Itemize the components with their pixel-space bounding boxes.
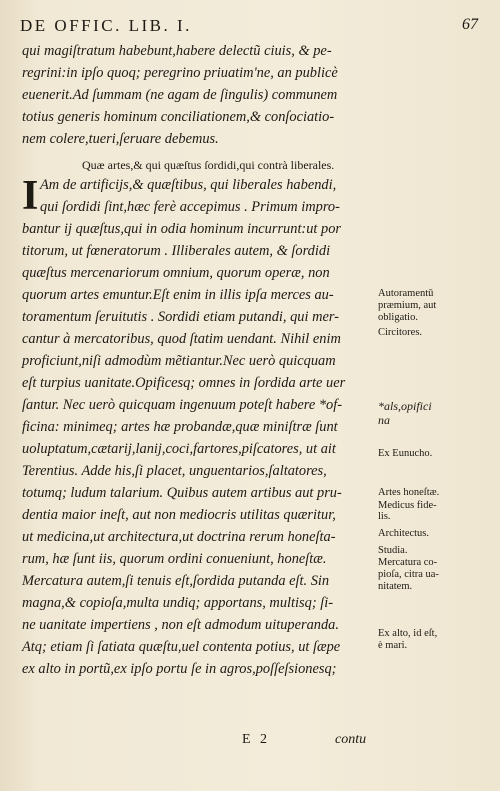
text-line: uoluptatum,cætarij,lanij,coci,fartores,piſcatores, ut ait [22,441,336,457]
text-line: nem colere,tueri,ſeruare debemus. [22,131,219,147]
drop-cap: I [22,173,39,219]
text-line: toramentum ſeruitutis . Sordidi etiam putandi, qui mer- [22,309,339,325]
text-line: euenerit.Ad ſummam (ne agam de ſingulis) communem [22,87,338,103]
margin-note: Studia. [378,545,408,556]
text-line: magna,& copioſa,multa undiq; apportans, multisq; ſi- [22,595,333,611]
text-line: ſantur. Nec uerò quicquam ingenuum poteſt habere *of- [22,397,343,413]
text-line: bantur ij quæſtus,qui in odia hominum incurrunt:ut por [22,221,342,237]
text-line: totius generis hominum conciliationem,& conſociatio- [22,109,335,125]
page-number: 67 [462,16,478,33]
margin-notes [378,0,496,791]
margin-note: lis. [378,511,391,522]
text-line: quæſtus mercenariorum omnium, quorum operæ, non [22,265,330,281]
text-line: Mercatura autem,ſi tenuis eſt,ſordida putanda eſt. Sin [22,573,330,589]
margin-note: *als,opifici [378,399,432,413]
running-title: DE OFFIC. LIB. I. [20,16,192,35]
margin-note: Medicus fide- [378,500,437,511]
margin-note: è mari. [378,640,408,651]
margin-note: Artes honeſtæ. [378,487,440,498]
text-line: qui magiſtratum habebunt,habere delectũ ciuis, & pe- [22,43,332,59]
text-line: qui ſordidi ſint,hæc ferè accepimus . Primum impro- [40,199,340,215]
margin-note: Autoramentū [378,288,434,299]
margin-note: Circitores. [378,327,423,338]
text-line: dentia maior ineſt, aut non mediocris utilitas quæritur, [22,507,336,523]
text-line: cantur à mercatoribus, quod ſtatim uendant. Nihil enim [22,331,341,347]
text-line: totumq; ludum talarium. Quibus autem artibus aut pru- [22,485,342,501]
text-line: Terentius. Adde his,ſi placet, unguentarios,ſaltatores, [22,463,327,479]
text-line: ficina: minimeq; artes hæ probandæ,quæ miniſtræ ſunt [22,419,338,435]
catchword: contu [335,732,367,747]
margin-note: pioſa, citra ua- [378,569,439,580]
text-line: eſt turpius uanitate.Opificesq; omnes in ſordida arte uer [22,375,346,391]
margin-note: na [378,413,390,427]
margin-note: Ex alto, id eſt, [378,628,438,639]
margin-note: obligatio. [378,312,418,323]
margin-note: præmium, aut [378,300,437,311]
margin-note: Mercatura co- [378,557,438,568]
margin-note: Architectus. [378,528,430,539]
signature-mark: E 2 [242,732,271,747]
section-heading: Quæ artes,& qui quæſtus ſordidi,qui contrà liberales. [82,158,335,172]
text-line: ex alto in portũ,ex ipſo portu ſe in agros,poſſeſsionesq; [22,661,337,677]
margin-note: nitatem. [378,581,413,592]
margin-note: Ex Eunucho. [378,448,433,459]
text-line: Atq; etiam ſi ſatiata quæſtu,uel contenta potius, ut ſæpe [22,639,341,655]
text-line: ne uanitate impertiens , non eſt admodum uituperanda. [22,617,339,633]
text-line: Am de artificijs,& quæſtibus, qui liberales habendi, [40,177,337,193]
text-line: titorum, ut fœneratorum . Illiberales autem, & ſordidi [22,243,331,259]
text-line: ut medicina,ut architectura,ut doctrina rerum honeſta- [22,529,336,545]
text-line: rum, hæ ſunt iis, quorum ordini conueniunt, honeſtæ. [22,551,327,567]
text-line: quorum artes emuntur.Eſt enim in illis ipſa merces au- [22,287,334,303]
text-line: proficiunt,niſi admodùm mẽtiantur.Nec uerò quicquam [22,353,336,369]
text-line: regrini:in ipſo quoq; peregrino priuatim'ne, an publicè [22,65,338,81]
